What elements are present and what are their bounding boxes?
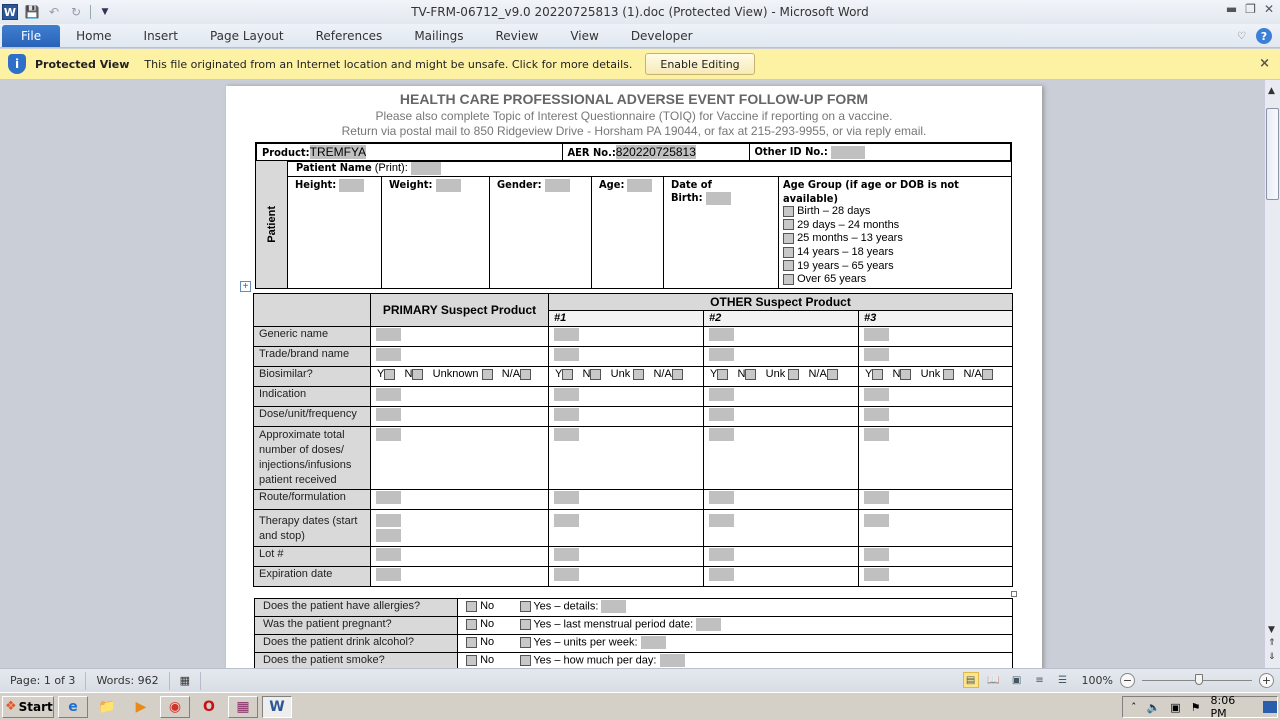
- question-label: Was the patient pregnant?: [255, 617, 458, 635]
- proofing-icon[interactable]: ▦: [170, 672, 201, 690]
- row-label: Biosimilar?: [254, 367, 371, 387]
- checkbox[interactable]: [520, 619, 531, 630]
- height-label: Height:: [295, 178, 337, 191]
- checkbox[interactable]: [384, 369, 395, 380]
- document-page: [226, 86, 1042, 668]
- zoom-in-icon[interactable]: +: [1259, 673, 1274, 688]
- tab-view[interactable]: View: [570, 29, 599, 43]
- other2-dates-field[interactable]: [709, 514, 734, 527]
- other1-generic-field[interactable]: [554, 328, 579, 341]
- scrollbar-thumb[interactable]: [1266, 108, 1279, 200]
- other3-indication-field[interactable]: [864, 388, 889, 401]
- other3-lot-field[interactable]: [864, 548, 889, 561]
- chrome-icon[interactable]: ◉: [160, 696, 190, 718]
- age-group-option[interactable]: Birth – 28 days: [783, 205, 1007, 219]
- other3-dates-field[interactable]: [864, 514, 889, 527]
- other-id-label: Other ID No.:: [754, 145, 828, 158]
- protected-view-message[interactable]: This file originated from an Internet location and might be unsafe. Click for more details.: [144, 57, 633, 71]
- opera-icon[interactable]: O: [203, 698, 215, 715]
- primary-lot-field[interactable]: [376, 548, 401, 561]
- window-title: TV-FRM-06712_v9.0 20220725813 (1).doc (Protected View) - Microsoft Word: [411, 5, 869, 19]
- question-label: Does the patient smoke?: [255, 653, 458, 669]
- primary-generic-field[interactable]: [376, 328, 401, 341]
- dob-label-line1: Date of: [671, 178, 712, 191]
- gender-label: Gender:: [497, 178, 542, 191]
- other2-lot-field[interactable]: [709, 548, 734, 561]
- age-group-option[interactable]: 19 years – 65 years: [783, 260, 1007, 274]
- question-label: Does the patient have allergies?: [255, 599, 458, 617]
- gender-field[interactable]: [545, 179, 570, 192]
- table-row: [254, 387, 1013, 407]
- previous-page-icon[interactable]: ⇑: [1268, 638, 1276, 648]
- outline-icon[interactable]: ≡: [1035, 674, 1044, 686]
- weight-label: Weight:: [389, 178, 433, 191]
- other1-doses-field[interactable]: [554, 428, 579, 441]
- row-label: Generic name: [254, 327, 371, 347]
- action-center-flag-icon[interactable]: ⚑: [1190, 700, 1201, 714]
- other1-trade-field[interactable]: [554, 348, 579, 361]
- other-suspect-header: OTHER Suspect Product: [549, 294, 1013, 311]
- question-label: Does the patient drink alcohol?: [255, 635, 458, 653]
- start-button[interactable]: [2, 696, 54, 718]
- primary-route-field[interactable]: [376, 491, 401, 504]
- status-bar: [0, 668, 1280, 692]
- age-field[interactable]: [627, 179, 652, 192]
- vertical-scrollbar[interactable]: [1264, 80, 1280, 668]
- smoke-amount-field[interactable]: [660, 654, 685, 667]
- volume-icon[interactable]: 🔈: [1146, 700, 1161, 714]
- age-group-option[interactable]: Over 65 years: [783, 273, 1007, 287]
- close-button[interactable]: ✕: [1263, 2, 1274, 16]
- other3-expiration-field[interactable]: [864, 568, 889, 581]
- form-title: HEALTH CARE PROFESSIONAL ADVERSE EVENT FOLLOW-UP FORM: [399, 91, 869, 107]
- patient-name-label: Patient Name: [296, 161, 372, 174]
- other1-expiration-field[interactable]: [554, 568, 579, 581]
- row-label: Trade/brand name: [254, 347, 371, 367]
- table-row: Was the patient pregnant? No Yes – last menstrual period date:: [255, 617, 1013, 635]
- checkbox[interactable]: [520, 369, 531, 380]
- other2-route-field[interactable]: [709, 491, 734, 504]
- title-bar: [0, 0, 1280, 24]
- other1-indication-field[interactable]: [554, 388, 579, 401]
- table-row: [254, 510, 1013, 547]
- row-label: Route/formulation: [254, 490, 371, 510]
- checkbox[interactable]: [672, 369, 683, 380]
- zoom-out-icon[interactable]: −: [1120, 673, 1135, 688]
- redo-icon[interactable]: ↻: [70, 5, 82, 19]
- other2-expiration-field[interactable]: [709, 568, 734, 581]
- form-subtitle: Please also complete Topic of Interest Questionnaire (TOIQ) for Vaccine if reporting on a vaccine.: [375, 109, 893, 123]
- checkbox[interactable]: [872, 369, 883, 380]
- product-header-table: [255, 142, 1012, 162]
- checkbox[interactable]: [482, 369, 493, 380]
- tab-file[interactable]: File: [2, 25, 60, 47]
- other2-generic-field[interactable]: [709, 328, 734, 341]
- primary-doses-field[interactable]: [376, 428, 401, 441]
- close-icon[interactable]: ×: [1259, 56, 1270, 71]
- product-label: Product:: [262, 146, 310, 159]
- other2-trade-field[interactable]: [709, 348, 734, 361]
- other1-dose-field[interactable]: [554, 408, 579, 421]
- show-desktop-icon[interactable]: [1263, 701, 1277, 713]
- other-col-1: #1: [549, 311, 704, 327]
- checkbox[interactable]: [783, 274, 794, 285]
- row-label: Dose/unit/frequency: [254, 407, 371, 427]
- other2-dose-field[interactable]: [709, 408, 734, 421]
- table-row: Does the patient drink alcohol? No Yes – units per week:: [255, 635, 1013, 653]
- tab-page-layout[interactable]: Page Layout: [209, 29, 284, 43]
- age-label: Age:: [599, 178, 625, 191]
- checkbox[interactable]: [520, 655, 531, 666]
- internet-explorer-icon[interactable]: e: [58, 696, 88, 718]
- checkbox[interactable]: [982, 369, 993, 380]
- checkbox[interactable]: [466, 601, 477, 612]
- age-group-option[interactable]: 25 months – 13 years: [783, 232, 1007, 246]
- minimize-ribbon-icon[interactable]: ♡: [1237, 30, 1246, 42]
- table-row: [254, 490, 1013, 510]
- document-area: [0, 80, 1264, 668]
- full-screen-reading-icon[interactable]: 📖: [987, 674, 1000, 686]
- primary-dose-field[interactable]: [376, 408, 401, 421]
- taskbar: [0, 692, 1280, 720]
- other1-dates-field[interactable]: [554, 514, 579, 527]
- other-id-field[interactable]: [831, 146, 865, 159]
- checkbox[interactable]: [717, 369, 728, 380]
- table-row: Does the patient have allergies? No Yes – details:: [255, 599, 1013, 617]
- checkbox[interactable]: [466, 637, 477, 648]
- primary-expiration-field[interactable]: [376, 568, 401, 581]
- tab-insert[interactable]: Insert: [143, 29, 178, 43]
- checkbox[interactable]: [783, 233, 794, 244]
- primary-start-date-field[interactable]: [376, 514, 401, 527]
- patient-name-suffix: (Print):: [371, 162, 408, 174]
- product-field[interactable]: TREMFYA: [309, 145, 367, 159]
- next-page-icon[interactable]: ⇓: [1268, 652, 1276, 662]
- start-label: Start: [18, 699, 53, 714]
- patient-name-field[interactable]: [411, 162, 441, 175]
- row-label: Lot #: [254, 547, 371, 567]
- primary-trade-field[interactable]: [376, 348, 401, 361]
- zoom-slider[interactable]: [1142, 680, 1252, 681]
- tab-mailings[interactable]: Mailings: [414, 29, 464, 43]
- minimize-button[interactable]: ▬: [1225, 2, 1238, 16]
- word-count[interactable]: Words: 962: [86, 672, 169, 690]
- table-row: [254, 407, 1013, 427]
- show-hidden-icons[interactable]: ˆ: [1131, 700, 1137, 714]
- clock[interactable]: 8:06 PM: [1210, 694, 1236, 720]
- quick-access-toolbar: [0, 4, 113, 20]
- dob-field[interactable]: [706, 192, 731, 205]
- table-row: Biosimilar? Y N Unknown N/A Y N Unk N/A Y N Unk N/A Y N Unk N/A: [254, 367, 1013, 387]
- row-label: Indication: [254, 387, 371, 407]
- enable-editing-button[interactable]: Enable Editing: [645, 53, 754, 75]
- page-count[interactable]: Page: 1 of 3: [0, 672, 86, 690]
- table-resize-handle[interactable]: [1011, 591, 1017, 597]
- checkbox[interactable]: [466, 655, 477, 666]
- web-layout-icon[interactable]: ▣: [1011, 674, 1022, 686]
- checkbox[interactable]: [520, 637, 531, 648]
- checkbox[interactable]: [633, 369, 644, 380]
- other3-trade-field[interactable]: [864, 348, 889, 361]
- checkbox[interactable]: [590, 369, 601, 380]
- primary-stop-date-field[interactable]: [376, 529, 401, 542]
- word-taskbar-icon[interactable]: W: [262, 696, 292, 718]
- protected-view-bar: [0, 49, 1280, 80]
- patient-history-table: [254, 598, 1013, 668]
- other-col-2: #2: [704, 311, 859, 327]
- table-row: [254, 547, 1013, 567]
- tab-references[interactable]: References: [315, 29, 383, 43]
- age-group-label: Age Group (if age or DOB is not available): [783, 178, 959, 205]
- protected-view-title: Protected View: [35, 57, 130, 71]
- height-field[interactable]: [339, 179, 364, 192]
- tab-developer[interactable]: Developer: [630, 29, 693, 43]
- winrar-icon[interactable]: ▦: [228, 696, 258, 718]
- scroll-up-icon[interactable]: ▲: [1268, 86, 1275, 96]
- aer-field[interactable]: 820220725813: [615, 145, 696, 159]
- row-label: Therapy dates (start and stop): [254, 510, 371, 547]
- checkbox[interactable]: [943, 369, 954, 380]
- primary-suspect-header: PRIMARY Suspect Product: [371, 294, 549, 327]
- file-explorer-icon[interactable]: 📁: [98, 698, 116, 715]
- divider: [90, 5, 91, 19]
- zoom-level[interactable]: 100%: [1081, 673, 1113, 687]
- suspect-product-table: [253, 293, 1013, 587]
- checkbox[interactable]: [562, 369, 573, 380]
- print-layout-icon[interactable]: ▤: [963, 672, 979, 688]
- media-player-icon[interactable]: ▶: [135, 698, 147, 715]
- other3-generic-field[interactable]: [864, 328, 889, 341]
- network-icon[interactable]: ▣: [1170, 700, 1181, 714]
- other2-indication-field[interactable]: [709, 388, 734, 401]
- ribbon-tabs: [0, 24, 1280, 48]
- checkbox[interactable]: [783, 260, 794, 271]
- table-row: Does the patient smoke? No Yes – how much per day:: [255, 653, 1013, 669]
- save-icon[interactable]: 💾: [24, 5, 40, 19]
- table-row: [254, 327, 1013, 347]
- draft-icon[interactable]: ☰: [1058, 674, 1068, 686]
- other-col-3: #3: [859, 311, 1013, 327]
- checkbox[interactable]: [900, 369, 911, 380]
- checkbox[interactable]: [520, 601, 531, 612]
- lmp-date-field[interactable]: [696, 618, 721, 631]
- weight-field[interactable]: [436, 179, 461, 192]
- row-label: Approximate total number of doses/ injections/infusions patient received: [254, 427, 371, 490]
- checkbox[interactable]: [783, 247, 794, 258]
- checkbox[interactable]: [783, 219, 794, 230]
- checkbox[interactable]: [827, 369, 838, 380]
- checkbox[interactable]: [745, 369, 756, 380]
- primary-indication-field[interactable]: [376, 388, 401, 401]
- other1-lot-field[interactable]: [554, 548, 579, 561]
- table-move-handle-icon[interactable]: +: [240, 281, 251, 292]
- row-label: Expiration date: [254, 567, 371, 587]
- other1-route-field[interactable]: [554, 491, 579, 504]
- word-app-icon[interactable]: W: [3, 5, 17, 19]
- aer-label: AER No.:: [567, 146, 616, 159]
- zoom-slider-knob[interactable]: [1195, 674, 1203, 685]
- patient-section-label: Patient: [265, 206, 278, 243]
- form-return-address: Return via postal mail to 850 Ridgeview Drive - Horsham PA 19044, or fax at 215-293-9955, or via reply email.: [341, 124, 927, 138]
- table-row: [254, 427, 1013, 490]
- patient-table: [255, 160, 1012, 289]
- alcohol-units-field[interactable]: [641, 636, 666, 649]
- checkbox[interactable]: [466, 619, 477, 630]
- table-row: [254, 347, 1013, 367]
- undo-icon[interactable]: ↶: [48, 5, 60, 19]
- tab-home[interactable]: Home: [76, 29, 112, 43]
- age-group-option[interactable]: 14 years – 18 years: [783, 246, 1007, 260]
- help-icon[interactable]: ?: [1256, 28, 1272, 44]
- system-tray: [1122, 696, 1278, 718]
- info-shield-icon: i: [8, 54, 26, 74]
- checkbox[interactable]: [783, 206, 794, 217]
- other3-route-field[interactable]: [864, 491, 889, 504]
- other3-doses-field[interactable]: [864, 428, 889, 441]
- age-group-option[interactable]: 29 days – 24 months: [783, 219, 1007, 233]
- checkbox[interactable]: [788, 369, 799, 380]
- tab-review[interactable]: Review: [495, 29, 539, 43]
- customize-qat-icon[interactable]: ▼: [101, 7, 109, 17]
- checkbox[interactable]: [412, 369, 423, 380]
- windows-logo-icon: ❖: [5, 699, 17, 714]
- dob-label-line2: Birth:: [671, 191, 703, 204]
- allergies-details-field[interactable]: [601, 600, 626, 613]
- other3-dose-field[interactable]: [864, 408, 889, 421]
- other2-doses-field[interactable]: [709, 428, 734, 441]
- restore-button[interactable]: ❐: [1245, 2, 1256, 16]
- scroll-down-icon[interactable]: ▼: [1268, 625, 1275, 635]
- table-row: [254, 567, 1013, 587]
